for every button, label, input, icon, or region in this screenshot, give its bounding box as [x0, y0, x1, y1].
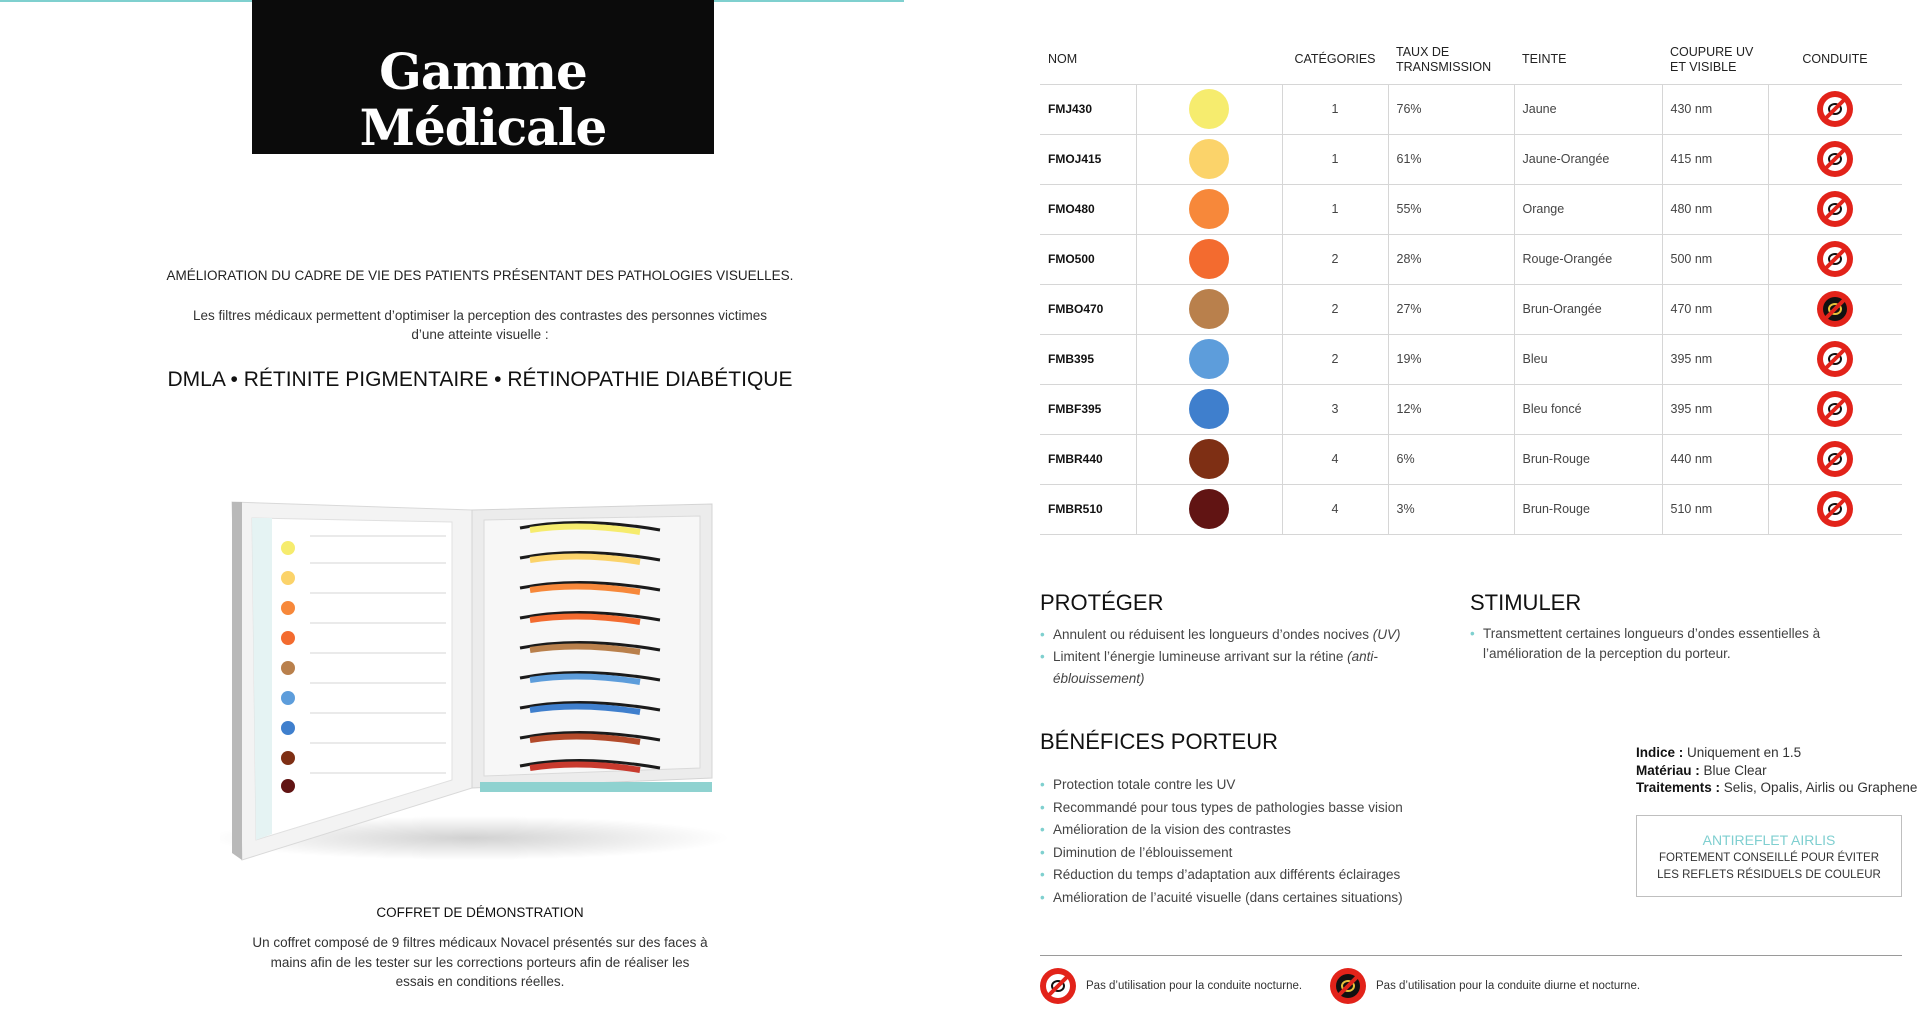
color-swatch-cell [1136, 184, 1282, 234]
coupure-cell: 430 nm [1662, 84, 1768, 134]
color-swatch-cell [1136, 334, 1282, 384]
benefices-title: BÉNÉFICES PORTEUR [1040, 729, 1278, 754]
airlis-line-2: LES REFLETS RÉSIDUELS DE COULEUR [1657, 869, 1881, 881]
coupure-cell: 500 nm [1662, 234, 1768, 284]
airlis-line-1: FORTEMENT CONSEILLÉ POUR ÉVITER [1658, 852, 1880, 864]
conduite-cell [1768, 134, 1902, 184]
categorie-cell: 3 [1282, 384, 1388, 434]
table-row [1040, 334, 1902, 384]
transmission-cell: 61% [1388, 134, 1514, 184]
page-subtitle: FILTRES MÉDICAUX [315, 158, 651, 186]
col-categories: CATÉGORIES [1282, 36, 1388, 84]
teinte-cell: Orange [1514, 184, 1662, 234]
color-swatch-cell [1136, 234, 1282, 284]
proteger-title: PROTÉGER [1040, 590, 1164, 615]
teinte-cell: Jaune-Orangée [1514, 134, 1662, 184]
teinte-cell: Jaune [1514, 84, 1662, 134]
airlis-recommendation [1636, 815, 1902, 897]
color-swatch [1189, 289, 1229, 329]
categorie-cell: 1 [1282, 84, 1388, 134]
lens-specs [1636, 744, 1917, 797]
transmission-cell: 28% [1388, 234, 1514, 284]
col-swatch [1136, 36, 1282, 84]
color-swatch-cell [1136, 284, 1282, 334]
conduite-cell [1768, 334, 1902, 384]
transmission-cell: 76% [1388, 84, 1514, 134]
categorie-cell: 2 [1282, 334, 1388, 384]
pathologies-list: DMLA • RÉTINITE PIGMENTAIRE • RÉTINOPATHIE DIABÉTIQUE [167, 368, 793, 391]
col-coupure: COUPURE UV ET VISIBLE [1662, 36, 1768, 84]
spec-traitements: Traitements : Selis, Opalis, Airlis ou Graphene [1636, 780, 1918, 795]
list-item: • Amélioration de l’acuité visuelle (dans certaines situations) [1040, 887, 1460, 910]
benefices-list [1040, 774, 1460, 909]
teinte-cell: Rouge-Orangée [1514, 234, 1662, 284]
col-conduite: CONDUITE [1768, 36, 1902, 84]
list-item: • Diminution de l’éblouissement [1040, 842, 1460, 865]
filter-code: FMJ430 [1040, 84, 1136, 134]
stimuler-title: STIMULER [1470, 590, 1582, 615]
spec-materiau: Matériau : Blue Clear [1636, 762, 1767, 778]
list-item: • Protection totale contre les UV [1040, 774, 1460, 797]
no-night-driving-icon [1817, 191, 1853, 227]
filter-code: FMBO470 [1040, 284, 1136, 334]
filters-table [1040, 36, 1902, 535]
table-row [1040, 384, 1902, 434]
teinte-cell: Bleu [1514, 334, 1662, 384]
no-day-night-driving-icon [1330, 968, 1366, 1004]
list-item: • Annulent ou réduisent les longueurs d’ondes nocives (UV) [1040, 624, 1460, 646]
no-night-driving-icon [1817, 241, 1853, 277]
coupure-cell: 480 nm [1662, 184, 1768, 234]
filter-code: FMBR440 [1040, 434, 1136, 484]
col-nom: NOM [1040, 36, 1136, 84]
coupure-cell: 470 nm [1662, 284, 1768, 334]
airlis-title: ANTIREFLET AIRLIS [1702, 832, 1836, 848]
teinte-cell: Brun-Orangée [1514, 284, 1662, 334]
no-night-driving-icon [1817, 141, 1853, 177]
filter-code: FMO500 [1040, 234, 1136, 284]
coffret-text: Un coffret composé de 9 filtres médicaux Novacel présentés sur des faces à mains afin de les tester sur les corrections porteurs afin de réaliser les essais en conditions réelles. [252, 935, 708, 989]
color-swatch-cell [1136, 134, 1282, 184]
filter-code: FMBF395 [1040, 384, 1136, 434]
transmission-cell: 19% [1388, 334, 1514, 384]
table-row [1040, 184, 1902, 234]
legend-day-night [1330, 968, 1640, 1004]
color-swatch [1189, 339, 1229, 379]
transmission-cell: 3% [1388, 484, 1514, 534]
legend-day-night-text: Pas d’utilisation pour la conduite diurne et nocturne. [1376, 980, 1641, 992]
conduite-cell [1768, 84, 1902, 134]
list-item: • Amélioration de la vision des contrastes [1040, 819, 1460, 842]
color-swatch [1189, 439, 1229, 479]
conduite-cell [1768, 484, 1902, 534]
demo-box-image [220, 488, 780, 868]
filter-code: FMO480 [1040, 184, 1136, 234]
card-swatches [281, 541, 295, 793]
color-swatch [1189, 239, 1229, 279]
color-swatch-cell [1136, 484, 1282, 534]
page-title: Gamme Médicale [359, 42, 607, 157]
col-transmission: TAUX DE TRANSMISSION [1388, 36, 1514, 84]
no-night-driving-icon [1040, 968, 1076, 1004]
conduite-cell [1768, 234, 1902, 284]
color-swatch-cell [1136, 434, 1282, 484]
list-item: • Limitent l’énergie lumineuse arrivant sur la rétine (anti-éblouissement) [1040, 646, 1460, 690]
coffret-title: COFFRET DE DÉMONSTRATION [376, 905, 584, 920]
conduite-cell [1768, 434, 1902, 484]
color-swatch-cell [1136, 84, 1282, 134]
categorie-cell: 2 [1282, 284, 1388, 334]
no-night-driving-icon [1817, 441, 1853, 477]
filter-code: FMB395 [1040, 334, 1136, 384]
table-row [1040, 434, 1902, 484]
teinte-cell: Bleu foncé [1514, 384, 1662, 434]
transmission-cell: 6% [1388, 434, 1514, 484]
table-row [1040, 484, 1902, 534]
intro-heading: AMÉLIORATION DU CADRE DE VIE DES PATIENTS PRÉSENTANT DES PATHOLOGIES VISUELLES. [166, 268, 794, 283]
categorie-cell: 2 [1282, 234, 1388, 284]
stimuler-list [1470, 624, 1900, 664]
color-swatch [1189, 139, 1229, 179]
teinte-cell: Brun-Rouge [1514, 484, 1662, 534]
table-row [1040, 284, 1902, 334]
table-header-row [1040, 36, 1902, 84]
transmission-cell: 12% [1388, 384, 1514, 434]
no-night-driving-icon [1817, 341, 1853, 377]
list-item: • Réduction du temps d’adaptation aux différents éclairages [1040, 864, 1460, 887]
proteger-list [1040, 624, 1460, 690]
transmission-cell: 27% [1388, 284, 1514, 334]
col-teinte: TEINTE [1514, 36, 1662, 84]
coupure-cell: 395 nm [1662, 384, 1768, 434]
categorie-cell: 4 [1282, 434, 1388, 484]
teinte-cell: Brun-Rouge [1514, 434, 1662, 484]
coupure-cell: 395 nm [1662, 334, 1768, 384]
coupure-cell: 440 nm [1662, 434, 1768, 484]
footer-divider [1040, 955, 1902, 956]
table-row [1040, 134, 1902, 184]
table-row [1040, 234, 1902, 284]
conduite-cell [1768, 284, 1902, 334]
list-item: • Recommandé pour tous types de pathologies basse vision [1040, 797, 1460, 820]
spec-indice: Indice : Uniquement en 1.5 [1636, 745, 1802, 760]
no-day-night-driving-icon [1817, 291, 1853, 327]
categorie-cell: 4 [1282, 484, 1388, 534]
title-block [252, 0, 714, 186]
transmission-cell: 55% [1388, 184, 1514, 234]
filter-code: FMOJ415 [1040, 134, 1136, 184]
table-body [1040, 84, 1902, 534]
coupure-cell: 510 nm [1662, 484, 1768, 534]
categorie-cell: 1 [1282, 134, 1388, 184]
legend-night [1040, 968, 1302, 1004]
table-row [1040, 84, 1902, 134]
color-swatch-cell [1136, 384, 1282, 434]
color-swatch [1189, 489, 1229, 529]
list-item: • Transmettent certaines longueurs d’ondes essentielles à l’amélioration de la perception du porteur. [1470, 624, 1900, 664]
no-night-driving-icon [1817, 491, 1853, 527]
filter-code: FMBR510 [1040, 484, 1136, 534]
intro-text: Les filtres médicaux permettent d’optimiser la perception des contrastes des personnes victimes d’une atteinte visuelle : [192, 308, 768, 342]
color-swatch [1189, 189, 1229, 229]
legend-night-text: Pas d’utilisation pour la conduite nocturne. [1086, 980, 1303, 992]
color-swatch [1189, 89, 1229, 129]
coupure-cell: 415 nm [1662, 134, 1768, 184]
conduite-cell [1768, 184, 1902, 234]
no-night-driving-icon [1817, 391, 1853, 427]
no-night-driving-icon [1817, 91, 1853, 127]
conduite-cell [1768, 384, 1902, 434]
color-swatch [1189, 389, 1229, 429]
categorie-cell: 1 [1282, 184, 1388, 234]
